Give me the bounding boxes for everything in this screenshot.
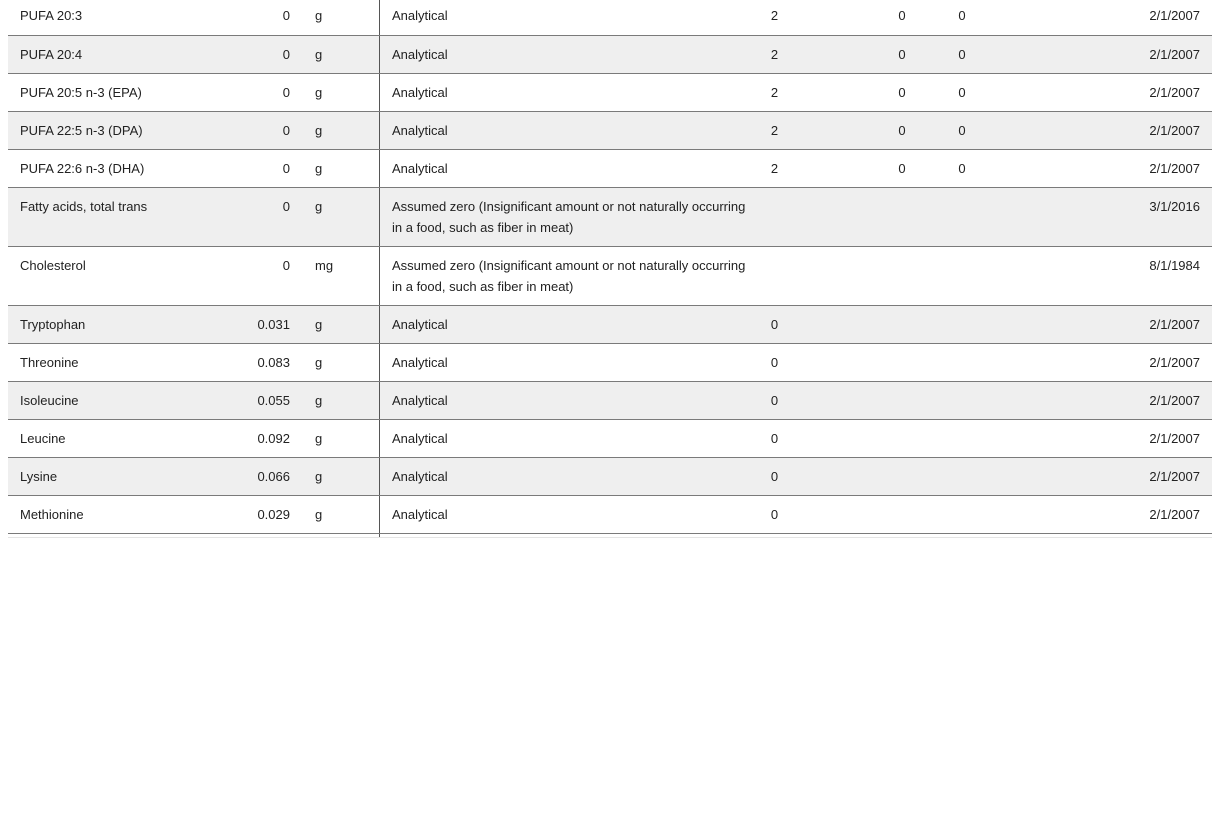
min-value: 0 xyxy=(882,149,922,187)
max-value xyxy=(942,457,982,495)
nutrient-name: PUFA 22:6 n-3 (DHA) xyxy=(8,149,220,187)
updated-date: 2/1/2007 xyxy=(982,0,1212,35)
nutrient-unit: g xyxy=(290,381,380,419)
updated-date: 2/1/2007 xyxy=(982,73,1212,111)
updated-date: 2/1/2007 xyxy=(982,495,1212,533)
nutrient-unit: g xyxy=(290,187,380,246)
updated-date: 3/1/2016 xyxy=(982,187,1212,246)
table-row xyxy=(8,0,1212,35)
max-value: 0 xyxy=(942,35,982,73)
derivation: Analytical xyxy=(380,457,753,495)
min-value: 0 xyxy=(882,73,922,111)
nutrient-name: PUFA 20:4 xyxy=(8,35,220,73)
data-points xyxy=(752,187,797,246)
max-value xyxy=(942,495,982,533)
nutrient-name: PUFA 22:5 n-3 (DPA) xyxy=(8,111,220,149)
max-value: 0 xyxy=(942,0,982,35)
derivation: Analytical xyxy=(380,35,753,73)
nutrient-amount: 0.092 xyxy=(220,419,290,457)
derivation: Analytical xyxy=(380,149,753,187)
nutrient-name: Lysine xyxy=(8,457,220,495)
derivation: Analytical xyxy=(380,343,753,381)
updated-date: 2/1/2007 xyxy=(982,457,1212,495)
nutrient-amount: 0 xyxy=(220,35,290,73)
nutrient-amount: 0 xyxy=(220,0,290,35)
data-points: 2 xyxy=(752,0,797,35)
min-value xyxy=(882,187,922,246)
nutrient-amount: 0.029 xyxy=(220,495,290,533)
max-value: 0 xyxy=(942,111,982,149)
nutrient-unit: g xyxy=(290,305,380,343)
derivation: Analytical xyxy=(380,419,753,457)
table-row xyxy=(8,419,1212,457)
nutrient-amount: 0.055 xyxy=(220,381,290,419)
derivation: Analytical xyxy=(380,73,753,111)
nutrient-unit: g xyxy=(290,0,380,35)
nutrient-unit: g xyxy=(290,73,380,111)
table-row xyxy=(8,343,1212,381)
nutrient-name: Cholesterol xyxy=(8,246,220,305)
table-row-partial xyxy=(8,533,1212,537)
nutrient-name: Tryptophan xyxy=(8,305,220,343)
nutrient-unit: g xyxy=(290,35,380,73)
data-points: 2 xyxy=(752,149,797,187)
derivation: Analytical xyxy=(380,111,753,149)
nutrient-table xyxy=(8,0,1212,538)
table-row xyxy=(8,305,1212,343)
nutrient-name: PUFA 20:5 n-3 (EPA) xyxy=(8,73,220,111)
nutrient-name: Fatty acids, total trans xyxy=(8,187,220,246)
min-value xyxy=(882,305,922,343)
max-value: 0 xyxy=(942,149,982,187)
max-value xyxy=(942,381,982,419)
table-row xyxy=(8,381,1212,419)
nutrient-name: Isoleucine xyxy=(8,381,220,419)
updated-date: 2/1/2007 xyxy=(982,419,1212,457)
derivation: Analytical xyxy=(380,381,753,419)
table-row xyxy=(8,111,1212,149)
nutrient-amount: 0 xyxy=(220,73,290,111)
data-points xyxy=(752,246,797,305)
nutrient-unit: g xyxy=(290,111,380,149)
data-points: 2 xyxy=(752,111,797,149)
nutrient-unit: g xyxy=(290,149,380,187)
updated-date: 2/1/2007 xyxy=(982,111,1212,149)
nutrient-unit: g xyxy=(290,343,380,381)
nutrient-unit: mg xyxy=(290,246,380,305)
min-value xyxy=(882,457,922,495)
max-value xyxy=(942,305,982,343)
nutrient-unit: g xyxy=(290,457,380,495)
data-points: 0 xyxy=(752,457,797,495)
max-value: 0 xyxy=(942,73,982,111)
nutrient-unit: g xyxy=(290,495,380,533)
nutrient-name: Leucine xyxy=(8,419,220,457)
max-value xyxy=(942,187,982,246)
min-value: 0 xyxy=(882,111,922,149)
min-value: 0 xyxy=(882,0,922,35)
min-value xyxy=(882,419,922,457)
table-row xyxy=(8,149,1212,187)
nutrient-amount: 0 xyxy=(220,149,290,187)
nutrient-amount: 0 xyxy=(220,187,290,246)
min-value: 0 xyxy=(882,35,922,73)
table-row xyxy=(8,246,1212,305)
min-value xyxy=(882,495,922,533)
table-row xyxy=(8,73,1212,111)
data-points: 2 xyxy=(752,35,797,73)
derivation: Analytical xyxy=(380,495,753,533)
updated-date: 2/1/2007 xyxy=(982,343,1212,381)
updated-date: 2/1/2007 xyxy=(982,149,1212,187)
table-row xyxy=(8,35,1212,73)
min-value xyxy=(882,246,922,305)
data-points: 0 xyxy=(752,381,797,419)
data-points: 0 xyxy=(752,419,797,457)
data-points: 0 xyxy=(752,343,797,381)
updated-date: 2/1/2007 xyxy=(982,305,1212,343)
table-row xyxy=(8,457,1212,495)
nutrient-amount: 0.066 xyxy=(220,457,290,495)
updated-date: 2/1/2007 xyxy=(982,381,1212,419)
table-row xyxy=(8,495,1212,533)
derivation: Assumed zero (Insignificant amount or not naturally occurring in a food, such as fiber in meat) xyxy=(380,246,753,305)
data-points: 0 xyxy=(752,305,797,343)
nutrient-amount: 0.083 xyxy=(220,343,290,381)
derivation: Analytical xyxy=(380,305,753,343)
updated-date: 8/1/1984 xyxy=(982,246,1212,305)
nutrient-amount: 0 xyxy=(220,246,290,305)
min-value xyxy=(882,343,922,381)
nutrient-amount: 0 xyxy=(220,111,290,149)
derivation: Assumed zero (Insignificant amount or not naturally occurring in a food, such as fiber in meat) xyxy=(380,187,753,246)
nutrient-unit: g xyxy=(290,419,380,457)
nutrient-amount: 0.031 xyxy=(220,305,290,343)
min-value xyxy=(882,381,922,419)
nutrient-name: Methionine xyxy=(8,495,220,533)
updated-date: 2/1/2007 xyxy=(982,35,1212,73)
derivation: Analytical xyxy=(380,0,753,35)
max-value xyxy=(942,343,982,381)
data-points: 0 xyxy=(752,495,797,533)
table-row xyxy=(8,187,1212,246)
max-value xyxy=(942,419,982,457)
data-points: 2 xyxy=(752,73,797,111)
nutrient-table-container xyxy=(8,0,1212,538)
nutrient-name: Threonine xyxy=(8,343,220,381)
nutrient-name: PUFA 20:3 xyxy=(8,0,220,35)
max-value xyxy=(942,246,982,305)
